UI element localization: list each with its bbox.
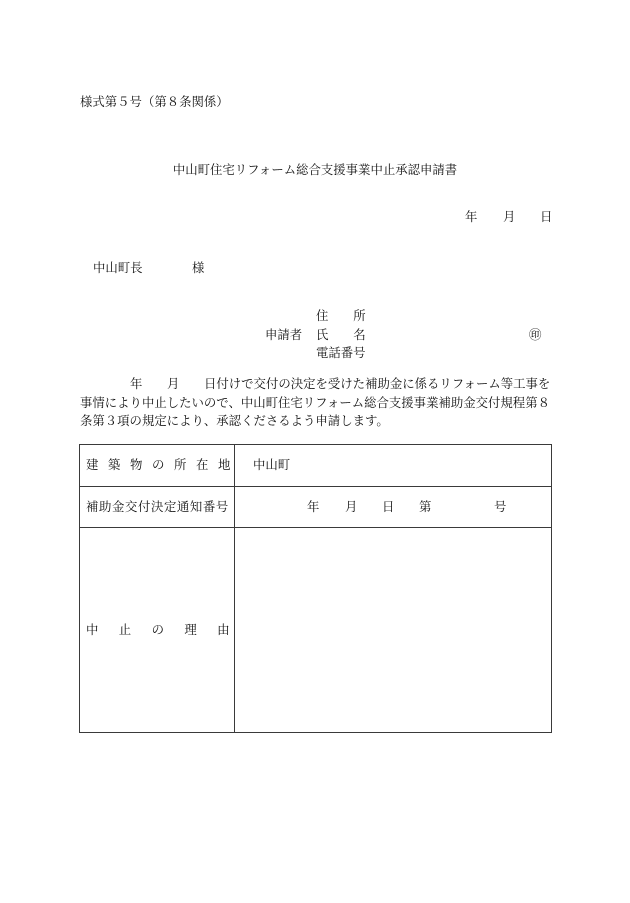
- notice-number-prefix: 第: [419, 499, 432, 514]
- table-row-location: [80, 445, 551, 487]
- body-date-month: 月: [167, 377, 180, 391]
- table-row-reason: [80, 528, 551, 732]
- location-value-cell: [235, 445, 551, 486]
- body-line-1: 日付けで交付の決定を受けた補助金に係るリフォーム等工事を: [204, 377, 551, 391]
- notice-year-label: 年: [307, 499, 320, 514]
- applicant-label: 申請者: [265, 328, 303, 342]
- seal-icon: ㊞: [529, 328, 542, 342]
- reason-label: 中止の理由: [86, 622, 250, 637]
- notice-number-value-cell: [235, 487, 551, 527]
- notice-number-label-cell: [80, 487, 235, 527]
- date-month-label: 月: [503, 210, 516, 224]
- notice-number-suffix: 号: [494, 499, 507, 514]
- notice-number-label: 補助金交付決定通知番号: [86, 499, 229, 514]
- notice-month-label: 月: [345, 499, 358, 514]
- notice-day-label: 日: [382, 499, 395, 514]
- reason-label-cell: [80, 528, 250, 732]
- addressee-honorific: 様: [192, 261, 205, 275]
- addressee-name: 中山町長: [93, 261, 143, 275]
- date-year-label: 年: [465, 210, 478, 224]
- location-label: 建築物の所在地: [86, 458, 240, 473]
- application-table: [79, 444, 552, 733]
- location-value: 中山町: [253, 458, 291, 473]
- reason-value-cell: [235, 528, 551, 732]
- location-label-cell: [80, 445, 240, 486]
- document-title: 中山町住宅リフォーム総合支援事業中止承認申請書: [172, 163, 458, 177]
- body-date-year: 年: [130, 377, 143, 391]
- applicant-address-label: 住所: [316, 309, 391, 323]
- applicant-phone-label: 電話番号: [316, 346, 366, 360]
- table-row-notice-number: [80, 487, 551, 528]
- form-number: 様式第５号（第８条関係）: [80, 95, 229, 109]
- applicant-name-label: 氏名: [316, 328, 391, 342]
- body-line-2: 事情により中止したいので、中山町住宅リフォーム総合支援事業補助金交付規程第８: [80, 396, 550, 410]
- date-day-label: 日: [540, 210, 553, 224]
- body-line-3: 条第３項の規定により、承認くださるよう申請します。: [80, 414, 389, 428]
